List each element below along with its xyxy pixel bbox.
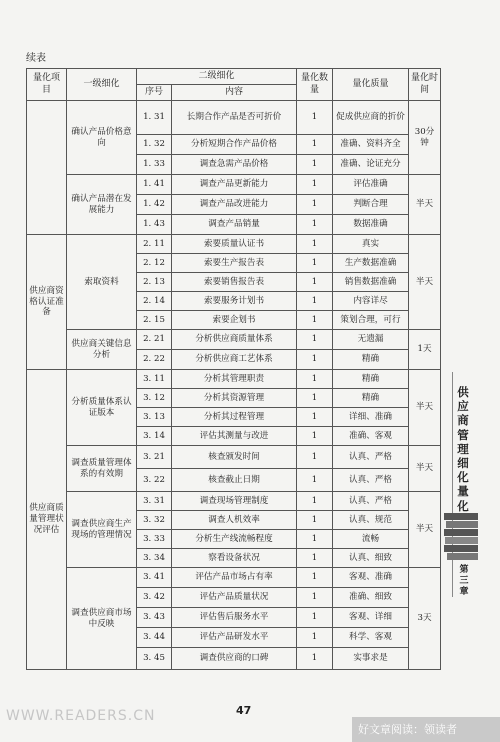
- continued-label: 续表: [26, 53, 46, 64]
- quantity-cell: 1: [297, 389, 333, 408]
- content-cell: 调查急需产品价格: [172, 155, 297, 175]
- quantity-cell: 1: [297, 549, 333, 568]
- content-cell: 评估产品研发水平: [172, 628, 297, 648]
- page-number: 47: [236, 704, 252, 717]
- time-cell: 半天: [409, 492, 441, 568]
- time-cell: 半天: [409, 235, 441, 330]
- seq-cell: 1. 33: [137, 155, 172, 175]
- quantity-cell: 1: [297, 292, 333, 311]
- content-cell: 分析生产线流畅程度: [172, 530, 297, 549]
- table-row: [27, 330, 441, 350]
- content-cell: 核查截止日期: [172, 469, 297, 492]
- time-cell: 半天: [409, 370, 441, 446]
- seq-cell: 2. 21: [137, 330, 172, 350]
- header-level2: 二级细化: [137, 69, 297, 85]
- content-cell: 分析短期合作产品价格: [172, 135, 297, 155]
- content-cell: 分析其过程管理: [172, 408, 297, 427]
- quality-cell: 准确、客观: [333, 427, 409, 446]
- content-cell: 分析其管理职责: [172, 370, 297, 389]
- content-cell: 分析供应商质量体系: [172, 330, 297, 350]
- watermark-right: 好文章阅读：领读者: [352, 717, 500, 742]
- quantity-cell: 1: [297, 215, 333, 235]
- header-quality: 量化质量: [333, 69, 409, 101]
- quality-cell: 准确、细致: [333, 588, 409, 608]
- quantity-cell: 1: [297, 469, 333, 492]
- seq-cell: 1. 32: [137, 135, 172, 155]
- seq-cell: 2. 12: [137, 254, 172, 273]
- header-level1: 一级细化: [67, 69, 137, 101]
- quantity-cell: 1: [297, 492, 333, 511]
- quantity-cell: 1: [297, 511, 333, 530]
- quantity-cell: 1: [297, 370, 333, 389]
- quantity-cell: 1: [297, 408, 333, 427]
- time-cell: 半天: [409, 175, 441, 235]
- quality-cell: 认真、规范: [333, 511, 409, 530]
- quantity-cell: 1: [297, 427, 333, 446]
- table-row: [27, 568, 441, 588]
- header-quantify-item: 量化项目: [27, 69, 67, 101]
- content-cell: 索要服务计划书: [172, 292, 297, 311]
- seq-cell: 3. 11: [137, 370, 172, 389]
- item-cell: 供应商资格认证准备: [27, 235, 67, 370]
- book-stack-icon: [442, 505, 482, 565]
- quantity-cell: 1: [297, 195, 333, 215]
- time-cell: 30分钟: [409, 101, 441, 175]
- level1-cell: 调查质量管理体系的有效期: [67, 446, 137, 492]
- quantity-cell: 1: [297, 350, 333, 370]
- quality-cell: 无遗漏: [333, 330, 409, 350]
- quality-cell: 认真、严格: [333, 446, 409, 469]
- time-cell: 半天: [409, 446, 441, 492]
- content-cell: 察看设备状况: [172, 549, 297, 568]
- seq-cell: 3. 45: [137, 648, 172, 670]
- content-cell: 长期合作产品是否可折价: [172, 101, 297, 135]
- quality-cell: 认真、细致: [333, 549, 409, 568]
- seq-cell: 2. 11: [137, 235, 172, 254]
- seq-cell: 3. 22: [137, 469, 172, 492]
- time-cell: 3天: [409, 568, 441, 670]
- quality-cell: 评估准确: [333, 175, 409, 195]
- seq-cell: 3. 12: [137, 389, 172, 408]
- seq-cell: 2. 15: [137, 311, 172, 330]
- seq-cell: 3. 41: [137, 568, 172, 588]
- content-cell: 分析供应商工艺体系: [172, 350, 297, 370]
- quality-cell: 精确: [333, 370, 409, 389]
- header-time: 量化时间: [409, 69, 441, 101]
- seq-cell: 1. 43: [137, 215, 172, 235]
- header-content: 内容: [172, 85, 297, 101]
- quality-cell: 策划合理，可行: [333, 311, 409, 330]
- quality-cell: 科学、客观: [333, 628, 409, 648]
- quality-cell: 判断合理: [333, 195, 409, 215]
- level1-cell: 分析质量体系认证版本: [67, 370, 137, 446]
- refinement-table: [26, 68, 441, 670]
- quality-cell: 精确: [333, 350, 409, 370]
- item-cell: 供应商质量管理状况评估: [27, 370, 67, 670]
- seq-cell: 3. 21: [137, 446, 172, 469]
- seq-cell: 3. 14: [137, 427, 172, 446]
- seq-cell: 1. 31: [137, 101, 172, 135]
- quality-cell: 详细、准确: [333, 408, 409, 427]
- seq-cell: 3. 34: [137, 549, 172, 568]
- quality-cell: 精确: [333, 389, 409, 408]
- table-row: [27, 446, 441, 469]
- quantity-cell: 1: [297, 101, 333, 135]
- quality-cell: 促成供应商的折价: [333, 101, 409, 135]
- seq-cell: 2. 14: [137, 292, 172, 311]
- quality-cell: 准确、论证充分: [333, 155, 409, 175]
- seq-cell: 3. 33: [137, 530, 172, 549]
- sidebar-title: 供应商管理细化量化: [457, 385, 469, 513]
- quantity-cell: 1: [297, 311, 333, 330]
- quality-cell: 真实: [333, 235, 409, 254]
- quality-cell: 客观、详细: [333, 608, 409, 628]
- content-cell: 评估售后服务水平: [172, 608, 297, 628]
- content-cell: 调查人机效率: [172, 511, 297, 530]
- quantity-cell: 1: [297, 254, 333, 273]
- quantity-cell: 1: [297, 155, 333, 175]
- quantity-cell: 1: [297, 273, 333, 292]
- content-cell: 索要销售报告表: [172, 273, 297, 292]
- content-cell: 调查供应商的口碑: [172, 648, 297, 670]
- seq-cell: 2. 13: [137, 273, 172, 292]
- quantity-cell: 1: [297, 628, 333, 648]
- level1-cell: 索取资料: [67, 235, 137, 330]
- seq-cell: 3. 42: [137, 588, 172, 608]
- quantity-cell: 1: [297, 588, 333, 608]
- seq-cell: 2. 22: [137, 350, 172, 370]
- seq-cell: 3. 32: [137, 511, 172, 530]
- quantity-cell: 1: [297, 235, 333, 254]
- content-cell: 评估产品市场占有率: [172, 568, 297, 588]
- quantity-cell: 1: [297, 530, 333, 549]
- time-cell: 1天: [409, 330, 441, 370]
- quantity-cell: 1: [297, 330, 333, 350]
- seq-cell: 3. 43: [137, 608, 172, 628]
- quality-cell: 内容详尽: [333, 292, 409, 311]
- watermark-left: WWW.READERS.CN: [6, 708, 156, 724]
- quality-cell: 生产数据准确: [333, 254, 409, 273]
- quantity-cell: 1: [297, 175, 333, 195]
- quality-cell: 流畅: [333, 530, 409, 549]
- table-row: [27, 235, 441, 254]
- content-cell: 索要企划书: [172, 311, 297, 330]
- level1-cell: 确认产品潜在发展能力: [67, 175, 137, 235]
- level1-cell: 调查供应商市场中反映: [67, 568, 137, 670]
- content-cell: 调查产品更新能力: [172, 175, 297, 195]
- seq-cell: 3. 44: [137, 628, 172, 648]
- seq-cell: 3. 13: [137, 408, 172, 427]
- quantity-cell: 1: [297, 648, 333, 670]
- quality-cell: 实事求是: [333, 648, 409, 670]
- quality-cell: 销售数据准确: [333, 273, 409, 292]
- seq-cell: 3. 31: [137, 492, 172, 511]
- level1-cell: 确认产品价格意向: [67, 101, 137, 175]
- table-row: [27, 492, 441, 511]
- seq-cell: 1. 42: [137, 195, 172, 215]
- quantity-cell: 1: [297, 608, 333, 628]
- content-cell: 评估其测量与改进: [172, 427, 297, 446]
- content-cell: 调查产品改进能力: [172, 195, 297, 215]
- quantity-cell: 1: [297, 446, 333, 469]
- item-cell: [27, 101, 67, 235]
- level1-cell: 调查供应商生产现场的管理情况: [67, 492, 137, 568]
- content-cell: 分析其资源管理: [172, 389, 297, 408]
- header-quantity: 量化数量: [297, 69, 333, 101]
- quantity-cell: 1: [297, 568, 333, 588]
- quantity-cell: 1: [297, 135, 333, 155]
- quality-cell: 数据准确: [333, 215, 409, 235]
- table-row: [27, 175, 441, 195]
- seq-cell: 1. 41: [137, 175, 172, 195]
- content-cell: 调查现场管理制度: [172, 492, 297, 511]
- content-cell: 核查颁发时间: [172, 446, 297, 469]
- quality-cell: 认真、严格: [333, 469, 409, 492]
- quality-cell: 准确、资料齐全: [333, 135, 409, 155]
- header-seq: 序号: [137, 85, 172, 101]
- chapter-label: 第三章: [459, 565, 469, 597]
- content-cell: 调查产品销量: [172, 215, 297, 235]
- quality-cell: 认真、严格: [333, 492, 409, 511]
- table-row: [27, 370, 441, 389]
- level1-cell: 供应商关键信息分析: [67, 330, 137, 370]
- content-cell: 索要生产报告表: [172, 254, 297, 273]
- content-cell: 评估产品质量状况: [172, 588, 297, 608]
- content-cell: 索要质量认证书: [172, 235, 297, 254]
- quality-cell: 客观、准确: [333, 568, 409, 588]
- table-row: [27, 101, 441, 135]
